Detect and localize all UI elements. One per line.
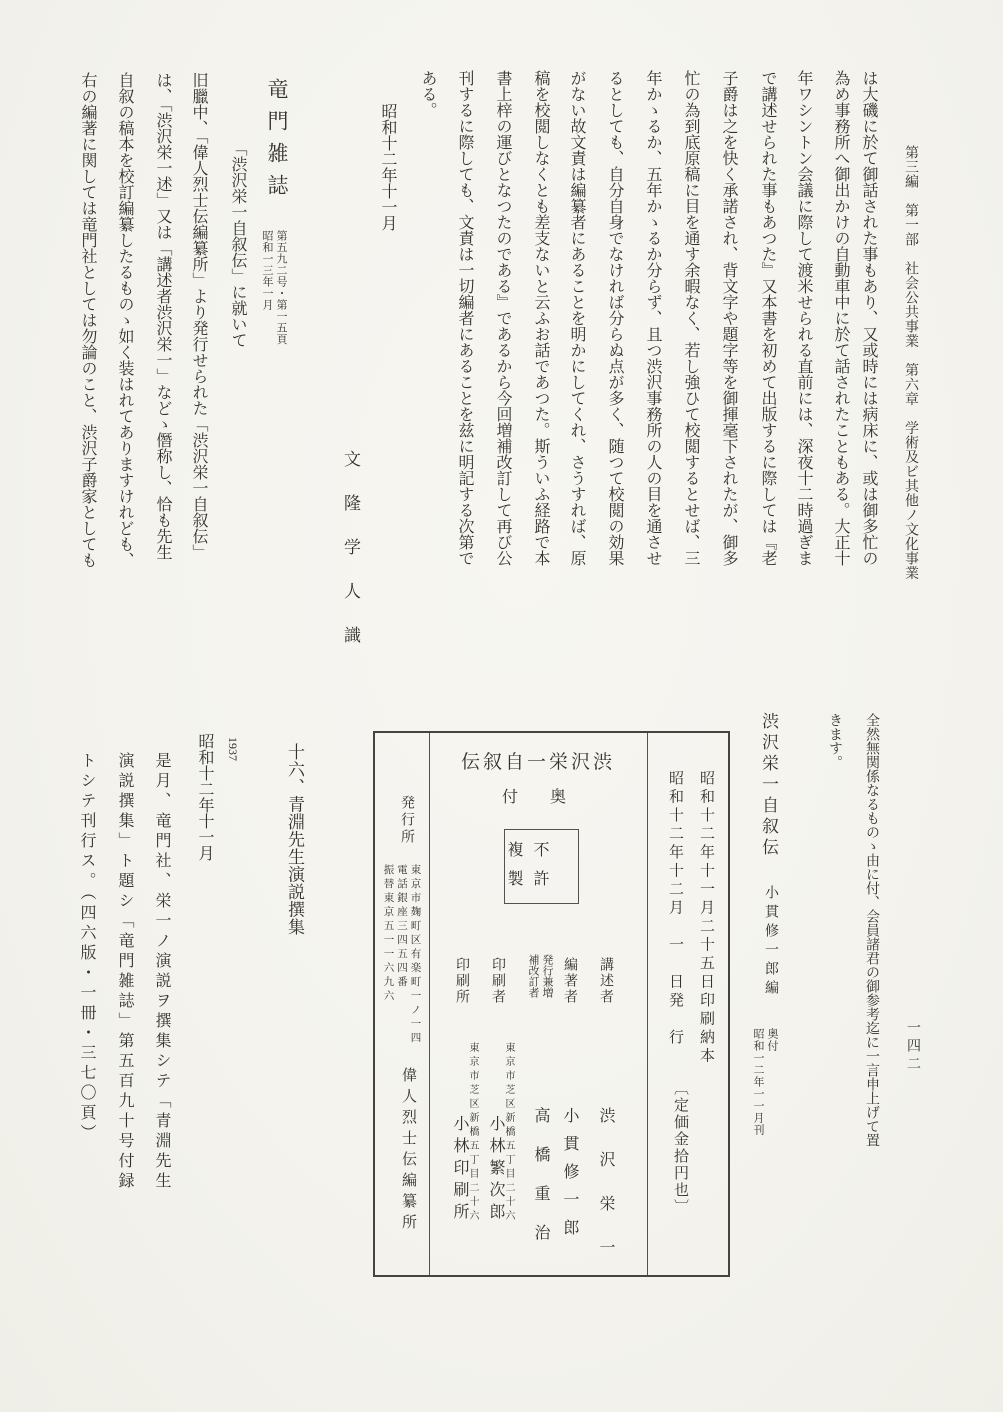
intro-column: がない故文責は編纂者にあることを明かにしてくれ、さうすれば、原 bbox=[568, 70, 585, 566]
closing-column: 全然無関係なるものゝ由に付、会員諸君の御参考迄に一言申上げて置 bbox=[864, 713, 879, 1147]
colophon-price: 〔定価金拾円也〕 bbox=[672, 1080, 688, 1216]
intro-column: 書上梓の運びとなつたのである』であるから今回増補改訂して再び公 bbox=[494, 70, 511, 566]
publisher-telephone: 電話銀座三四五四番 bbox=[396, 864, 407, 990]
book-note bbox=[752, 1028, 777, 1136]
intro-column: 子爵は之を快く承諾され、背文字や題字等を御揮毫下されたが、御多 bbox=[720, 70, 737, 566]
name-printing-office: 小林印刷所 bbox=[451, 1115, 468, 1225]
role-publisher-reviser bbox=[527, 954, 552, 998]
section16-date: 昭和十二年十一月 bbox=[196, 733, 213, 861]
section16-column: 是月、竜門社、栄一ノ演説ヲ撰集シテ「青淵先生 bbox=[153, 752, 170, 1192]
colophon-box bbox=[373, 731, 730, 1277]
ryumon-issue-note bbox=[261, 230, 286, 345]
intro-column: 年かゝるか、五年かゝるか分らず、且つ渋沢事務所の人の目を通させ bbox=[644, 70, 661, 566]
colophon-okuzuke-rtl: 付 奥 bbox=[501, 789, 574, 806]
colophon-issued-date: 昭和十二年十二月 一 日発 行 bbox=[667, 770, 683, 1048]
intro-column: るとしても、自分自身でなければ分らぬ点が多く、随つて校閲の効果 bbox=[606, 70, 623, 566]
ryumon-column: 旧臘中、「偉人烈士伝編纂所」より発行せられた「渋沢栄一自叙伝」 bbox=[190, 72, 207, 560]
intro-column: で講述せられた事もあつた』又本書を初めて出版するに際しては『老 bbox=[759, 70, 776, 566]
role-lecturer: 講述者 bbox=[598, 957, 613, 1005]
stamp-col-left: 複製 bbox=[505, 841, 522, 899]
intro-column: ある。 bbox=[419, 70, 436, 118]
section16-year: 1937 bbox=[226, 737, 240, 761]
intro-column: 稿を校閲しなくとも差支ないと云ふお話であつた。斯ういふ経路で本 bbox=[532, 70, 549, 566]
no-reproduction-stamp-text bbox=[505, 830, 560, 903]
role-printer: 印刷者 bbox=[490, 957, 505, 1005]
intro-date: 昭和十二年十一月 bbox=[379, 103, 396, 231]
publisher-transfer-account: 振替東京五一一六九六 bbox=[382, 864, 394, 1004]
ryumon-column: は、「渋沢栄一述」又は「講述者渋沢栄一」などゝ僭称し、恰も先生 bbox=[154, 72, 171, 560]
intro-column: 忙の為到底原稿に目を通す余暇なく、若し強ひて校閲するとせば、三 bbox=[682, 70, 699, 566]
section16-column: トシテ刊行ス。（四六版・一冊・三七〇頁） bbox=[78, 752, 95, 1144]
role-publisher-reviser-right: 発行兼増 bbox=[541, 954, 553, 998]
colophon-divider-left bbox=[429, 733, 430, 1275]
name-printer: 小林繁次郎 bbox=[487, 1115, 504, 1225]
name-lecturer: 渋 沢 栄 一 bbox=[597, 1107, 614, 1261]
publisher-contact bbox=[382, 864, 420, 1046]
intro-column: 刊するに際しても、文責は一切編者にあることを兹に明記する次第で bbox=[456, 70, 473, 566]
colophon-divider-right bbox=[647, 733, 648, 1275]
ryumon-issue-number: 第五九二号・第一五頁 bbox=[275, 230, 287, 345]
ryumon-subtitle: 「渋沢栄一自叙伝」に就いて bbox=[229, 140, 246, 348]
publisher-address: 東京市麹町区有楽町一ノ一四 bbox=[409, 864, 421, 1046]
printer-address: 東京市芝区新橋五丁目二十六 bbox=[503, 1042, 514, 1224]
page-number: 一四二 bbox=[905, 1020, 920, 1074]
ryumon-issue-date: 昭和一三年一月 bbox=[261, 230, 273, 311]
stamp-col-right: 不許 bbox=[531, 841, 548, 899]
book-editor: 小貫修一郎編 bbox=[763, 885, 778, 999]
colophon-printed-date: 昭和十二年十一月二十五日印刷納本 bbox=[698, 770, 714, 1066]
section16-column: 演説撰集」ト題シ「竜門雑誌」第五百九十号付録 bbox=[116, 752, 133, 1192]
book-note-date: 昭和一二年一一月刊 bbox=[752, 1028, 764, 1136]
no-reproduction-stamp bbox=[504, 829, 579, 904]
intro-column: 年ワシントン会議に際して渡米せられる直前には、深夜十二時過ぎま bbox=[795, 70, 812, 566]
closing-column: きます。 bbox=[827, 713, 842, 769]
name-editor: 小貫修一郎 bbox=[561, 1107, 578, 1247]
colophon-title-rtl: 伝叙自一栄沢渋 bbox=[460, 752, 615, 773]
book-note-okuzuke: 奥付 bbox=[766, 1028, 778, 1052]
section16-heading: 十六、青淵先生演説撰集 bbox=[285, 743, 304, 936]
intro-signature: 文隆学人識 bbox=[341, 450, 360, 670]
name-publisher-reviser: 高橋重治 bbox=[532, 1107, 549, 1263]
ryumon-title: 竜門雑誌 bbox=[265, 78, 289, 206]
intro-column: 為め事務所へ御出かけの自動車中に於て話されたこともある。大正十 bbox=[832, 70, 849, 566]
ryumon-column: 自叙の稿本を校訂編纂したるものゝ如く装はれてありますけれども、 bbox=[116, 72, 133, 568]
intro-column: は大磯に於て御話された事もあり、又或時には病床に、或は御多忙の bbox=[860, 70, 877, 566]
book-title: 渋沢栄一自叙伝 bbox=[759, 712, 778, 859]
publisher-label: 発行所 bbox=[399, 795, 414, 846]
ryumon-column: 右の編著に関しては竜門社としては勿論のこと、渋沢子爵家としても bbox=[79, 72, 96, 568]
printing-office-address: 東京市芝区新橋五丁目二十六 bbox=[467, 1042, 478, 1224]
role-publisher-reviser-left: 補改訂者 bbox=[527, 954, 539, 998]
role-editor: 編著者 bbox=[562, 957, 577, 1005]
running-head: 第三編 第一部 社会公共事業 第六章 学術及ビ其他ノ文化事業 bbox=[903, 145, 918, 580]
role-printing-office: 印刷所 bbox=[454, 957, 469, 1005]
publisher-name: 偉人烈士伝編纂所 bbox=[400, 1067, 416, 1235]
